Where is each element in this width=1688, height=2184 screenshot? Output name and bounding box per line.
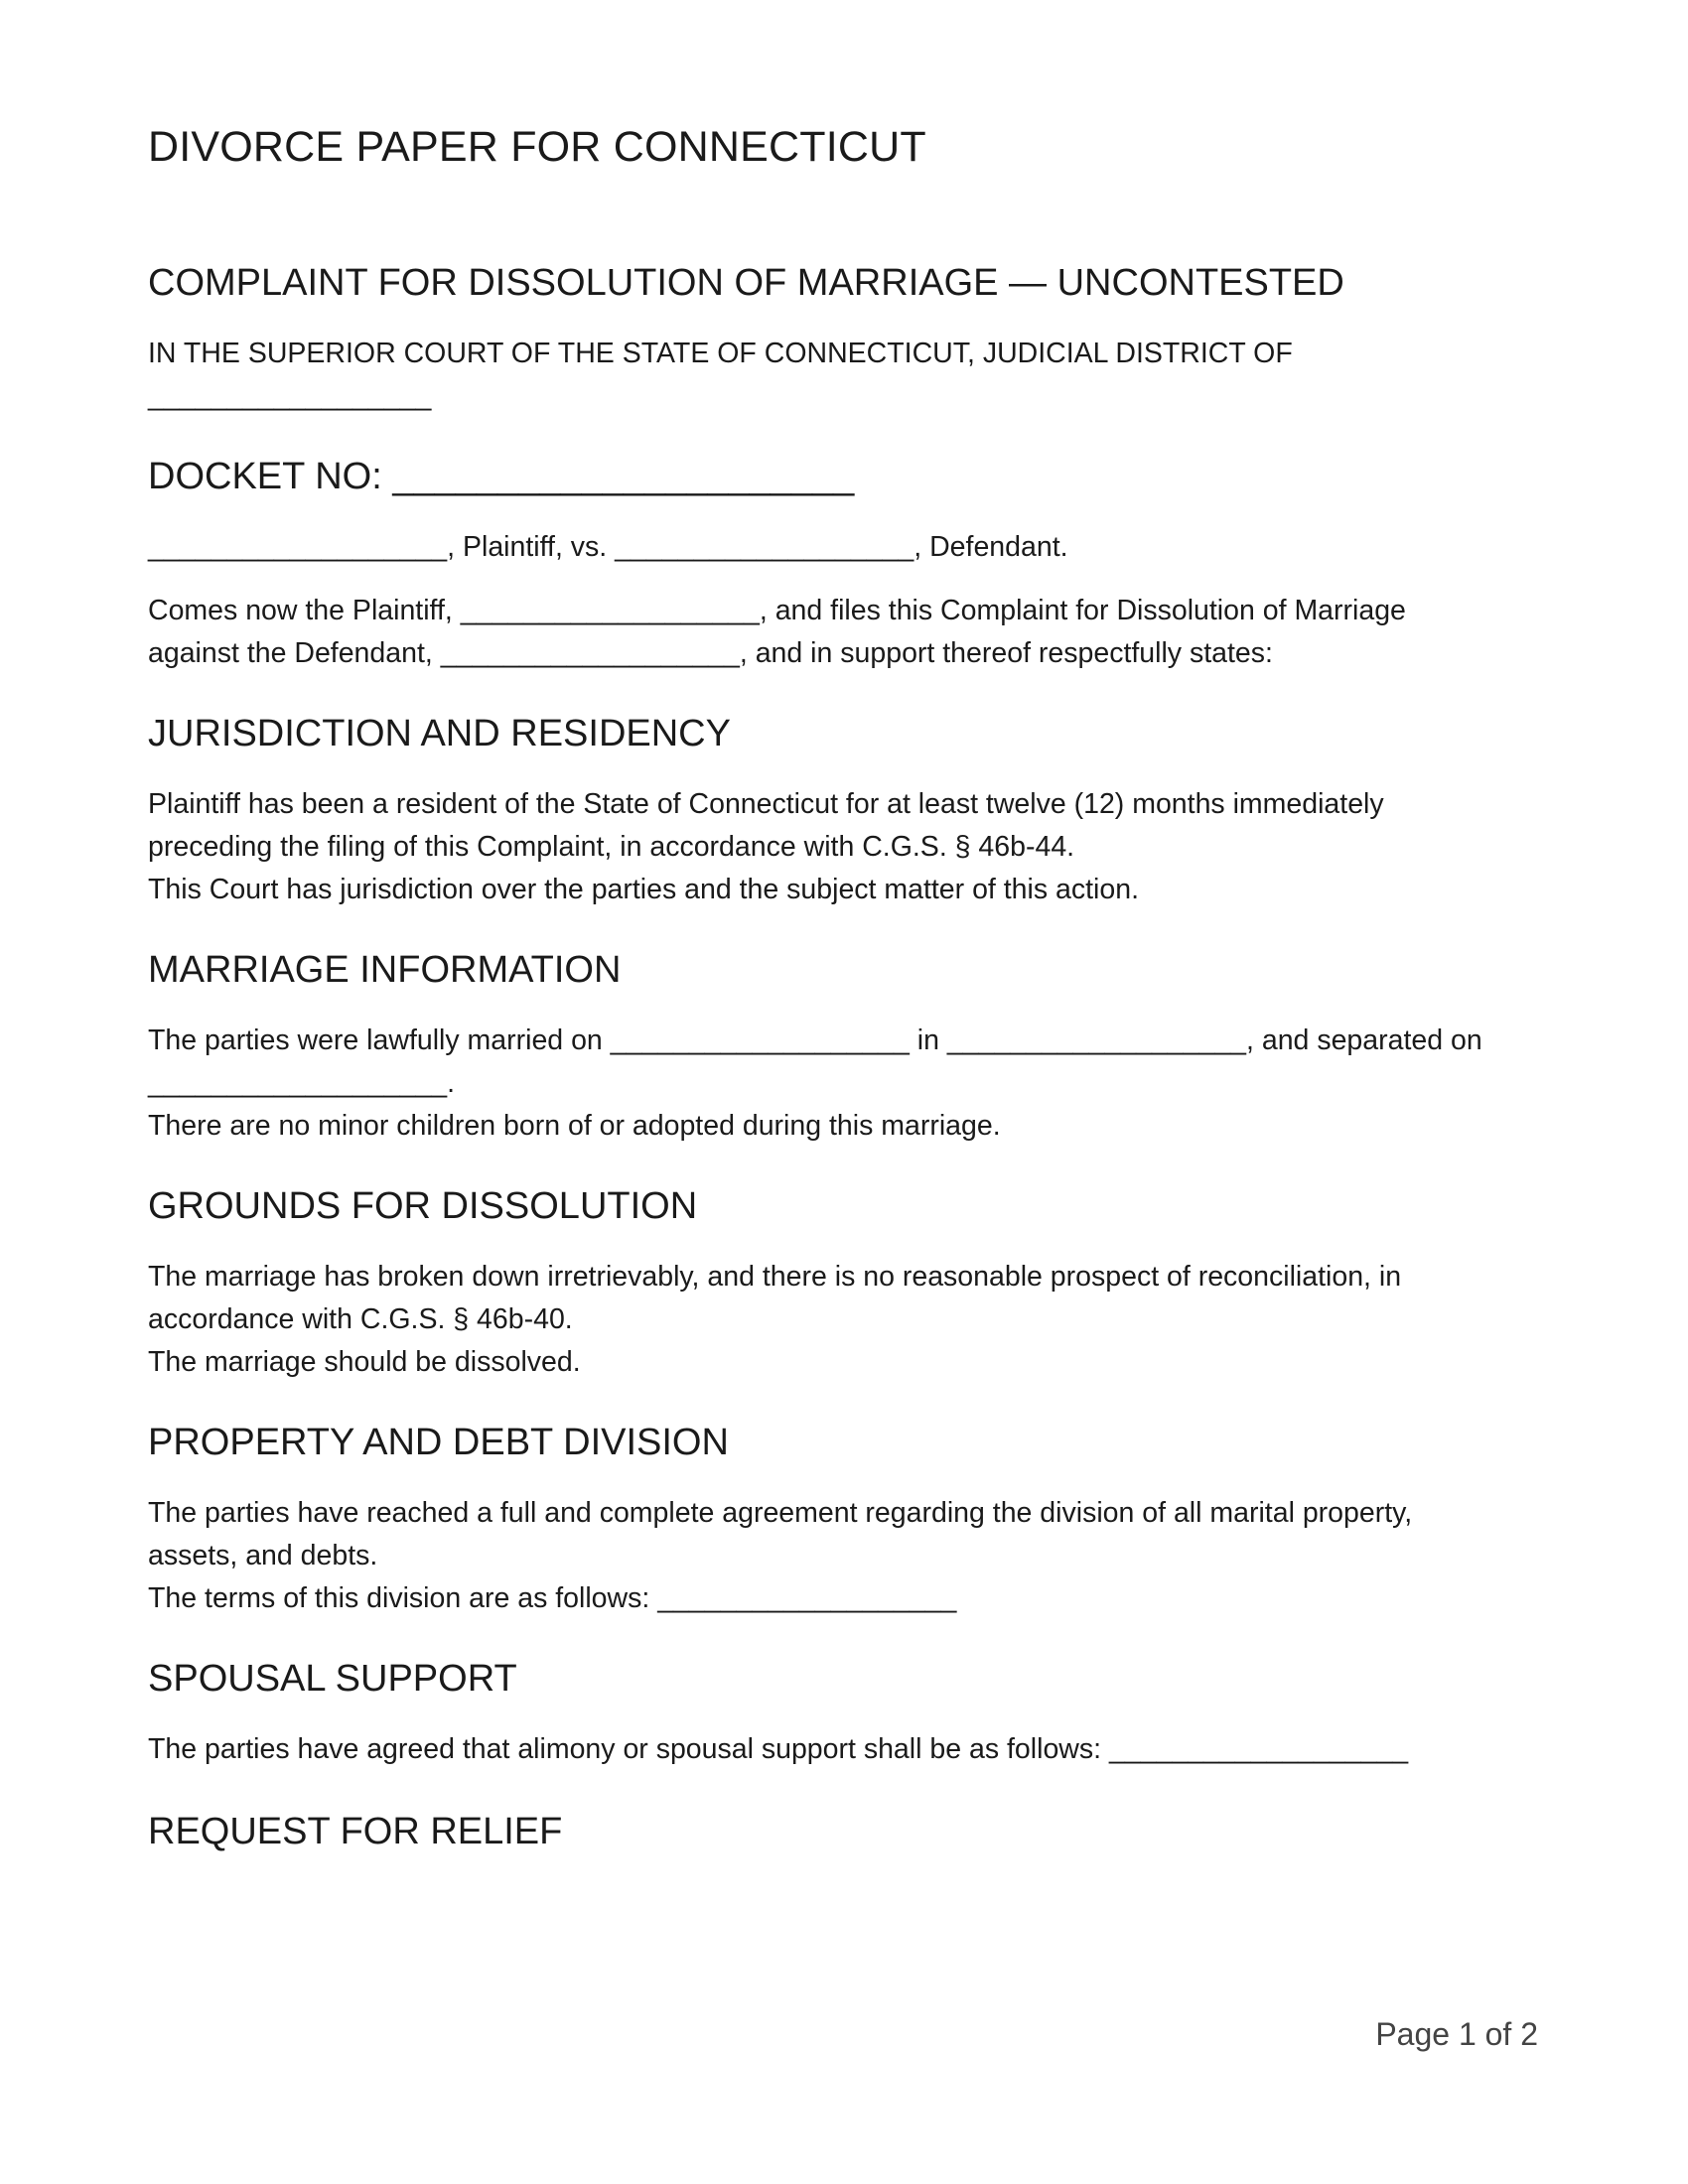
body-line: The marriage has broken down irretrievably, and there is no reasonable prospect of reconciliation, in bbox=[148, 1261, 1402, 1293]
section-body-property bbox=[148, 1492, 1538, 1620]
section-body-grounds bbox=[148, 1256, 1538, 1384]
body-line: accordance with C.G.S. § 46b-40. bbox=[148, 1303, 573, 1335]
court-district-blank: __________________ bbox=[148, 380, 432, 412]
section-heading-jurisdiction: JURISDICTION AND RESIDENCY bbox=[148, 713, 731, 754]
document-title: DIVORCE PAPER FOR CONNECTICUT bbox=[148, 123, 926, 171]
body-line: ___________________. bbox=[148, 1067, 456, 1099]
section-body-marriage bbox=[148, 1020, 1538, 1148]
complaint-heading: COMPLAINT FOR DISSOLUTION OF MARRIAGE — UNCONTESTED bbox=[148, 262, 1344, 304]
section-heading-property: PROPERTY AND DEBT DIVISION bbox=[148, 1422, 729, 1463]
body-line: This Court has jurisdiction over the parties and the subject matter of this action. bbox=[148, 874, 1139, 905]
body-line: preceding the filing of this Complaint, in accordance with C.G.S. § 46b-44. bbox=[148, 831, 1075, 863]
parties-line: ___________________, Plaintiff, vs. ___________________, Defendant. bbox=[148, 531, 1068, 563]
intro-line: Comes now the Plaintiff, ___________________, and files this Complaint for Dissolution of Marriage bbox=[148, 595, 1406, 626]
body-line: The parties were lawfully married on ___________________ in ___________________, and separated on bbox=[148, 1024, 1482, 1056]
court-caption bbox=[148, 333, 1538, 418]
intro-line: against the Defendant, ___________________, and in support thereof respectfully states: bbox=[148, 637, 1273, 669]
body-line: assets, and debts. bbox=[148, 1540, 378, 1571]
section-body-spousal-support bbox=[148, 1728, 1538, 1771]
body-line: There are no minor children born of or adopted during this marriage. bbox=[148, 1110, 1001, 1142]
body-line: The marriage should be dissolved. bbox=[148, 1346, 581, 1378]
body-line: The terms of this division are as follows: ___________________ bbox=[148, 1582, 957, 1614]
section-heading-relief: REQUEST FOR RELIEF bbox=[148, 1811, 563, 1852]
intro-paragraph bbox=[148, 590, 1538, 675]
section-heading-spousal-support: SPOUSAL SUPPORT bbox=[148, 1658, 517, 1700]
docket-number: DOCKET NO: ______________________ bbox=[148, 456, 855, 497]
section-heading-grounds: GROUNDS FOR DISSOLUTION bbox=[148, 1185, 698, 1227]
section-heading-marriage: MARRIAGE INFORMATION bbox=[148, 949, 622, 991]
body-line: The parties have agreed that alimony or spousal support shall be as follows: ___________________ bbox=[148, 1733, 1409, 1765]
body-line: Plaintiff has been a resident of the State of Connecticut for at least twelve (12) months immediately bbox=[148, 788, 1384, 820]
court-caption-line: IN THE SUPERIOR COURT OF THE STATE OF CONNECTICUT, JUDICIAL DISTRICT OF bbox=[148, 338, 1293, 369]
body-line: The parties have reached a full and complete agreement regarding the division of all marital property, bbox=[148, 1497, 1413, 1529]
section-body-jurisdiction bbox=[148, 783, 1538, 911]
page-number: Page 1 of 2 bbox=[1375, 2016, 1538, 2052]
